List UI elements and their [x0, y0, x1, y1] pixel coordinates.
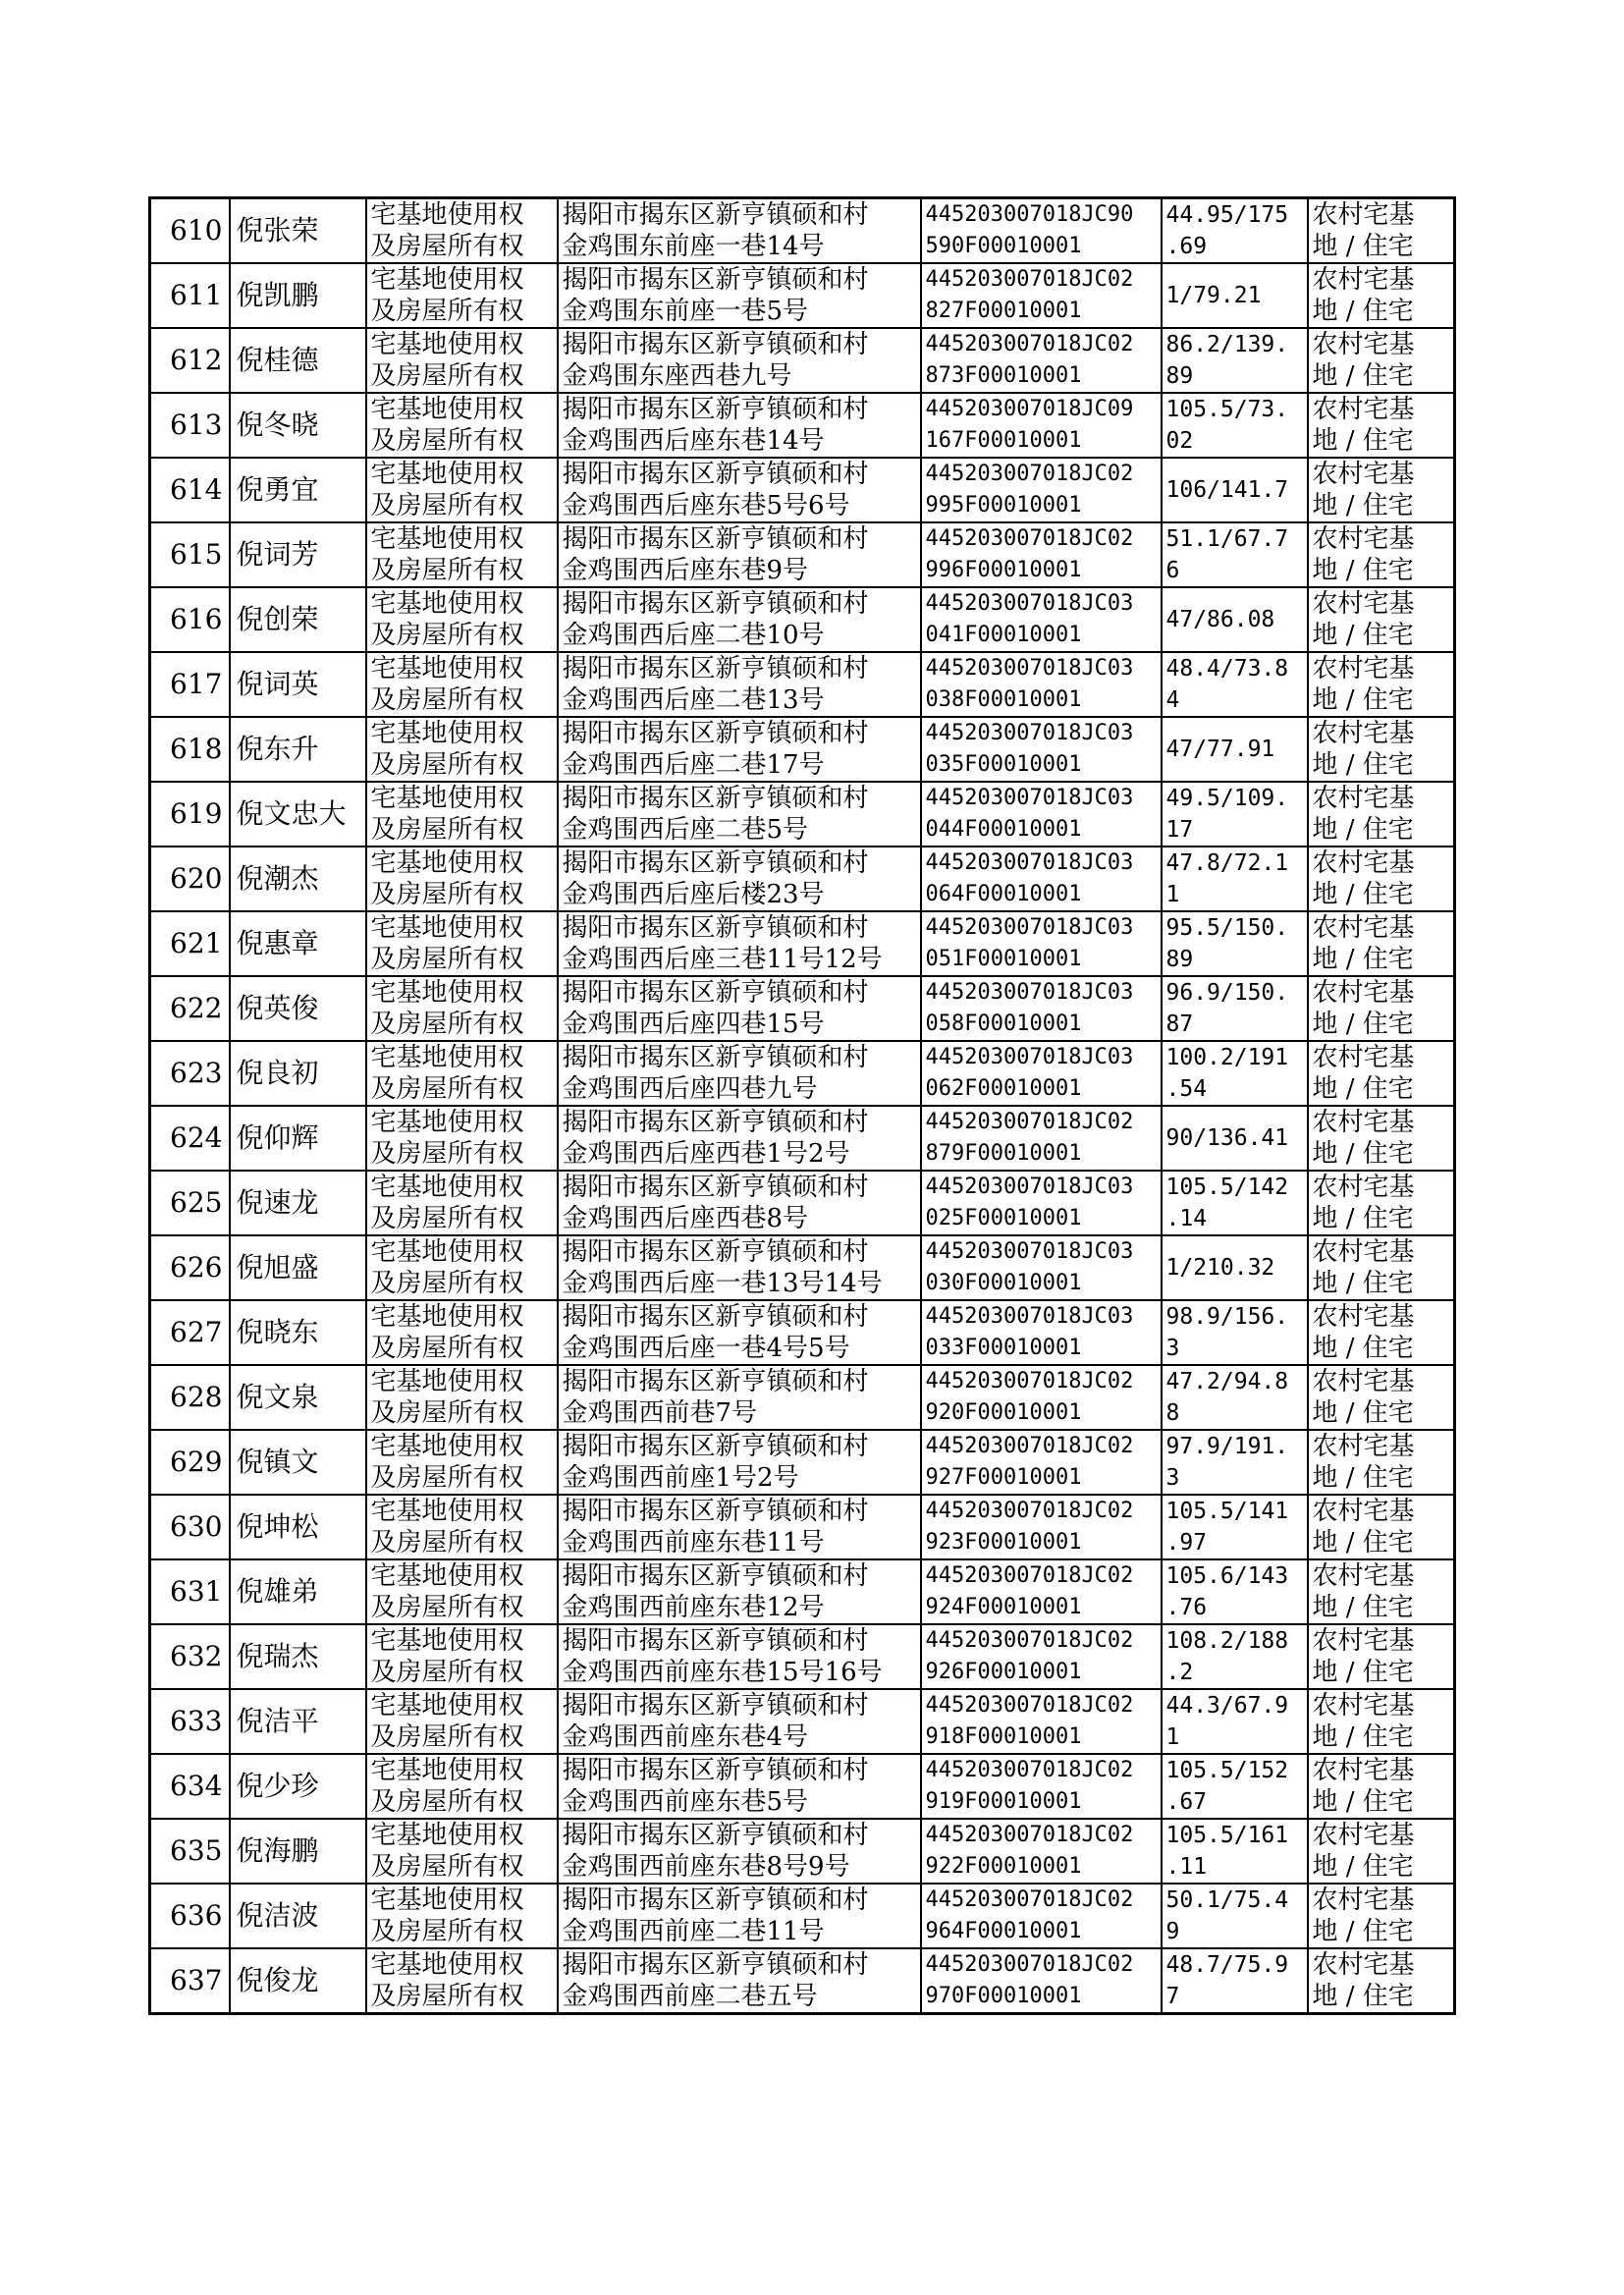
record-number: 617	[150, 652, 230, 717]
right-type: 宅基地使用权 及房屋所有权	[366, 1884, 558, 1948]
right-type: 宅基地使用权 及房屋所有权	[366, 717, 558, 782]
land-use: 农村宅基 地 / 住宅	[1308, 1365, 1455, 1430]
area-value: 1/210.32	[1162, 1235, 1308, 1300]
right-type: 宅基地使用权 及房屋所有权	[366, 1365, 558, 1430]
unit-code: 445203007018JC02 919F00010001	[921, 1754, 1162, 1819]
property-address: 揭阳市揭东区新亨镇硕和村 金鸡围东座西巷九号	[558, 328, 921, 393]
owner-name: 倪凯鹏	[230, 263, 366, 328]
right-type: 宅基地使用权 及房屋所有权	[366, 652, 558, 717]
area-value: 98.9/156. 3	[1162, 1300, 1308, 1365]
area-value: 47.2/94.8 8	[1162, 1365, 1308, 1430]
unit-code: 445203007018JC02 827F00010001	[921, 263, 1162, 328]
record-number: 613	[150, 393, 230, 458]
right-type: 宅基地使用权 及房屋所有权	[366, 911, 558, 976]
record-number: 628	[150, 1365, 230, 1430]
property-address: 揭阳市揭东区新亨镇硕和村 金鸡围西后座二巷5号	[558, 782, 921, 847]
area-value: 95.5/150. 89	[1162, 911, 1308, 976]
area-value: 97.9/191. 3	[1162, 1430, 1308, 1495]
table-body	[150, 198, 1455, 2014]
right-type: 宅基地使用权 及房屋所有权	[366, 1235, 558, 1300]
property-address: 揭阳市揭东区新亨镇硕和村 金鸡围西后座四巷九号	[558, 1041, 921, 1106]
owner-name: 倪瑞杰	[230, 1624, 366, 1689]
land-use: 农村宅基 地 / 住宅	[1308, 1689, 1455, 1754]
unit-code: 445203007018JC03 041F00010001	[921, 587, 1162, 652]
owner-name: 倪创荣	[230, 587, 366, 652]
record-number: 625	[150, 1171, 230, 1235]
owner-name: 倪冬晓	[230, 393, 366, 458]
table-row	[150, 1754, 1455, 1819]
owner-name: 倪仰辉	[230, 1106, 366, 1171]
property-address: 揭阳市揭东区新亨镇硕和村 金鸡围西后座四巷15号	[558, 976, 921, 1041]
record-number: 614	[150, 458, 230, 522]
land-use: 农村宅基 地 / 住宅	[1308, 1171, 1455, 1235]
unit-code: 445203007018JC03 035F00010001	[921, 717, 1162, 782]
record-number: 636	[150, 1884, 230, 1948]
table-row	[150, 522, 1455, 587]
owner-name: 倪东升	[230, 717, 366, 782]
land-use: 农村宅基 地 / 住宅	[1308, 1430, 1455, 1495]
owner-name: 倪镇文	[230, 1430, 366, 1495]
area-value: 49.5/109. 17	[1162, 782, 1308, 847]
property-address: 揭阳市揭东区新亨镇硕和村 金鸡围西后座西巷1号2号	[558, 1106, 921, 1171]
table-row	[150, 587, 1455, 652]
land-use: 农村宅基 地 / 住宅	[1308, 458, 1455, 522]
unit-code: 445203007018JC02 964F00010001	[921, 1884, 1162, 1948]
property-address: 揭阳市揭东区新亨镇硕和村 金鸡围西前座东巷12号	[558, 1559, 921, 1624]
right-type: 宅基地使用权 及房屋所有权	[366, 522, 558, 587]
owner-name: 倪少珍	[230, 1754, 366, 1819]
area-value: 48.4/73.8 4	[1162, 652, 1308, 717]
owner-name: 倪张荣	[230, 198, 366, 264]
area-value: 105.5/161 .11	[1162, 1819, 1308, 1884]
record-number: 627	[150, 1300, 230, 1365]
record-number: 635	[150, 1819, 230, 1884]
owner-name: 倪晓东	[230, 1300, 366, 1365]
land-use: 农村宅基 地 / 住宅	[1308, 328, 1455, 393]
unit-code: 445203007018JC03 058F00010001	[921, 976, 1162, 1041]
owner-name: 倪英俊	[230, 976, 366, 1041]
unit-code: 445203007018JC03 038F00010001	[921, 652, 1162, 717]
right-type: 宅基地使用权 及房屋所有权	[366, 458, 558, 522]
area-value: 105.5/73. 02	[1162, 393, 1308, 458]
record-number: 618	[150, 717, 230, 782]
property-address: 揭阳市揭东区新亨镇硕和村 金鸡围西前座二巷11号	[558, 1884, 921, 1948]
owner-name: 倪坤松	[230, 1495, 366, 1559]
property-address: 揭阳市揭东区新亨镇硕和村 金鸡围西前座东巷15号16号	[558, 1624, 921, 1689]
land-use: 农村宅基 地 / 住宅	[1308, 652, 1455, 717]
table-row	[150, 1300, 1455, 1365]
area-value: 47/86.08	[1162, 587, 1308, 652]
table-row	[150, 782, 1455, 847]
record-number: 634	[150, 1754, 230, 1819]
land-use: 农村宅基 地 / 住宅	[1308, 587, 1455, 652]
area-value: 100.2/191 .54	[1162, 1041, 1308, 1106]
area-value: 50.1/75.4 9	[1162, 1884, 1308, 1948]
table-row	[150, 393, 1455, 458]
owner-name: 倪勇宜	[230, 458, 366, 522]
property-address: 揭阳市揭东区新亨镇硕和村 金鸡围西前座东巷8号9号	[558, 1819, 921, 1884]
property-address: 揭阳市揭东区新亨镇硕和村 金鸡围西后座西巷8号	[558, 1171, 921, 1235]
unit-code: 445203007018JC02 873F00010001	[921, 328, 1162, 393]
property-address: 揭阳市揭东区新亨镇硕和村 金鸡围西前座东巷5号	[558, 1754, 921, 1819]
land-use: 农村宅基 地 / 住宅	[1308, 1884, 1455, 1948]
right-type: 宅基地使用权 及房屋所有权	[366, 263, 558, 328]
unit-code: 445203007018JC90 590F00010001	[921, 198, 1162, 264]
unit-code: 445203007018JC02 995F00010001	[921, 458, 1162, 522]
table-row	[150, 1495, 1455, 1559]
owner-name: 倪桂德	[230, 328, 366, 393]
record-number: 637	[150, 1948, 230, 2014]
land-use: 农村宅基 地 / 住宅	[1308, 1300, 1455, 1365]
table-row	[150, 717, 1455, 782]
area-value: 105.5/142 .14	[1162, 1171, 1308, 1235]
right-type: 宅基地使用权 及房屋所有权	[366, 1106, 558, 1171]
right-type: 宅基地使用权 及房屋所有权	[366, 1689, 558, 1754]
right-type: 宅基地使用权 及房屋所有权	[366, 198, 558, 264]
land-use: 农村宅基 地 / 住宅	[1308, 782, 1455, 847]
area-value: 48.7/75.9 7	[1162, 1948, 1308, 2014]
table-row	[150, 198, 1455, 264]
record-number: 610	[150, 198, 230, 264]
record-number: 633	[150, 1689, 230, 1754]
area-value: 105.5/141 .97	[1162, 1495, 1308, 1559]
property-address: 揭阳市揭东区新亨镇硕和村 金鸡围西前座1号2号	[558, 1430, 921, 1495]
owner-name: 倪速龙	[230, 1171, 366, 1235]
unit-code: 445203007018JC02 996F00010001	[921, 522, 1162, 587]
property-address: 揭阳市揭东区新亨镇硕和村 金鸡围西后座二巷17号	[558, 717, 921, 782]
land-use: 农村宅基 地 / 住宅	[1308, 1948, 1455, 2014]
owner-name: 倪旭盛	[230, 1235, 366, 1300]
area-value: 86.2/139. 89	[1162, 328, 1308, 393]
property-address: 揭阳市揭东区新亨镇硕和村 金鸡围西前座二巷五号	[558, 1948, 921, 2014]
table-row	[150, 1948, 1455, 2014]
record-number: 622	[150, 976, 230, 1041]
record-number: 612	[150, 328, 230, 393]
property-address: 揭阳市揭东区新亨镇硕和村 金鸡围西后座三巷11号12号	[558, 911, 921, 976]
right-type: 宅基地使用权 及房屋所有权	[366, 328, 558, 393]
right-type: 宅基地使用权 及房屋所有权	[366, 1495, 558, 1559]
land-use: 农村宅基 地 / 住宅	[1308, 1559, 1455, 1624]
owner-name: 倪良初	[230, 1041, 366, 1106]
table-row	[150, 1235, 1455, 1300]
unit-code: 445203007018JC02 927F00010001	[921, 1430, 1162, 1495]
area-value: 106/141.7	[1162, 458, 1308, 522]
land-use: 农村宅基 地 / 住宅	[1308, 717, 1455, 782]
table-row	[150, 1884, 1455, 1948]
property-address: 揭阳市揭东区新亨镇硕和村 金鸡围西后座二巷13号	[558, 652, 921, 717]
table-row	[150, 458, 1455, 522]
right-type: 宅基地使用权 及房屋所有权	[366, 393, 558, 458]
land-use: 农村宅基 地 / 住宅	[1308, 847, 1455, 911]
unit-code: 445203007018JC03 062F00010001	[921, 1041, 1162, 1106]
unit-code: 445203007018JC02 922F00010001	[921, 1819, 1162, 1884]
owner-name: 倪洁平	[230, 1689, 366, 1754]
right-type: 宅基地使用权 及房屋所有权	[366, 1754, 558, 1819]
land-use: 农村宅基 地 / 住宅	[1308, 1106, 1455, 1171]
right-type: 宅基地使用权 及房屋所有权	[366, 1559, 558, 1624]
right-type: 宅基地使用权 及房屋所有权	[366, 1430, 558, 1495]
table-row	[150, 263, 1455, 328]
land-use: 农村宅基 地 / 住宅	[1308, 1041, 1455, 1106]
owner-name: 倪文泉	[230, 1365, 366, 1430]
unit-code: 445203007018JC02 924F00010001	[921, 1559, 1162, 1624]
record-number: 629	[150, 1430, 230, 1495]
area-value: 96.9/150. 87	[1162, 976, 1308, 1041]
unit-code: 445203007018JC02 920F00010001	[921, 1365, 1162, 1430]
unit-code: 445203007018JC03 051F00010001	[921, 911, 1162, 976]
unit-code: 445203007018JC03 030F00010001	[921, 1235, 1162, 1300]
table-row	[150, 1624, 1455, 1689]
property-address: 揭阳市揭东区新亨镇硕和村 金鸡围东前座一巷5号	[558, 263, 921, 328]
area-value: 105.5/152 .67	[1162, 1754, 1308, 1819]
property-address: 揭阳市揭东区新亨镇硕和村 金鸡围西后座东巷9号	[558, 522, 921, 587]
unit-code: 445203007018JC02 970F00010001	[921, 1948, 1162, 2014]
land-use: 农村宅基 地 / 住宅	[1308, 1754, 1455, 1819]
land-use: 农村宅基 地 / 住宅	[1308, 911, 1455, 976]
record-number: 611	[150, 263, 230, 328]
table-row	[150, 1106, 1455, 1171]
right-type: 宅基地使用权 及房屋所有权	[366, 587, 558, 652]
owner-name: 倪洁波	[230, 1884, 366, 1948]
area-value: 44.3/67.9 1	[1162, 1689, 1308, 1754]
right-type: 宅基地使用权 及房屋所有权	[366, 976, 558, 1041]
owner-name: 倪潮杰	[230, 847, 366, 911]
table-row	[150, 1819, 1455, 1884]
table-row	[150, 652, 1455, 717]
land-use: 农村宅基 地 / 住宅	[1308, 393, 1455, 458]
unit-code: 445203007018JC02 879F00010001	[921, 1106, 1162, 1171]
registration-table	[148, 196, 1456, 2015]
unit-code: 445203007018JC03 044F00010001	[921, 782, 1162, 847]
land-use: 农村宅基 地 / 住宅	[1308, 198, 1455, 264]
area-value: 44.95/175 .69	[1162, 198, 1308, 264]
record-number: 621	[150, 911, 230, 976]
right-type: 宅基地使用权 及房屋所有权	[366, 847, 558, 911]
land-use: 农村宅基 地 / 住宅	[1308, 1495, 1455, 1559]
unit-code: 445203007018JC03 033F00010001	[921, 1300, 1162, 1365]
unit-code: 445203007018JC03 064F00010001	[921, 847, 1162, 911]
record-number: 619	[150, 782, 230, 847]
property-address: 揭阳市揭东区新亨镇硕和村 金鸡围东前座一巷14号	[558, 198, 921, 264]
record-number: 616	[150, 587, 230, 652]
owner-name: 倪文忠大	[230, 782, 366, 847]
table-row	[150, 1689, 1455, 1754]
record-number: 626	[150, 1235, 230, 1300]
property-address: 揭阳市揭东区新亨镇硕和村 金鸡围西前座东巷11号	[558, 1495, 921, 1559]
record-number: 620	[150, 847, 230, 911]
table-row	[150, 1365, 1455, 1430]
property-address: 揭阳市揭东区新亨镇硕和村 金鸡围西后座东巷14号	[558, 393, 921, 458]
table-row	[150, 1041, 1455, 1106]
property-address: 揭阳市揭东区新亨镇硕和村 金鸡围西前座东巷4号	[558, 1689, 921, 1754]
land-use: 农村宅基 地 / 住宅	[1308, 976, 1455, 1041]
unit-code: 445203007018JC09 167F00010001	[921, 393, 1162, 458]
table-row	[150, 1171, 1455, 1235]
unit-code: 445203007018JC02 923F00010001	[921, 1495, 1162, 1559]
record-number: 630	[150, 1495, 230, 1559]
area-value: 90/136.41	[1162, 1106, 1308, 1171]
right-type: 宅基地使用权 及房屋所有权	[366, 1300, 558, 1365]
record-number: 632	[150, 1624, 230, 1689]
land-use: 农村宅基 地 / 住宅	[1308, 1624, 1455, 1689]
right-type: 宅基地使用权 及房屋所有权	[366, 782, 558, 847]
record-number: 615	[150, 522, 230, 587]
record-number: 623	[150, 1041, 230, 1106]
unit-code: 445203007018JC02 926F00010001	[921, 1624, 1162, 1689]
right-type: 宅基地使用权 及房屋所有权	[366, 1171, 558, 1235]
right-type: 宅基地使用权 及房屋所有权	[366, 1041, 558, 1106]
owner-name: 倪雄弟	[230, 1559, 366, 1624]
unit-code: 445203007018JC02 918F00010001	[921, 1689, 1162, 1754]
area-value: 51.1/67.7 6	[1162, 522, 1308, 587]
table-row	[150, 911, 1455, 976]
area-value: 108.2/188 .2	[1162, 1624, 1308, 1689]
property-address: 揭阳市揭东区新亨镇硕和村 金鸡围西后座东巷5号6号	[558, 458, 921, 522]
right-type: 宅基地使用权 及房屋所有权	[366, 1819, 558, 1884]
area-value: 105.6/143 .76	[1162, 1559, 1308, 1624]
table-row	[150, 847, 1455, 911]
property-address: 揭阳市揭东区新亨镇硕和村 金鸡围西后座一巷13号14号	[558, 1235, 921, 1300]
area-value: 47.8/72.1 1	[1162, 847, 1308, 911]
owner-name: 倪俊龙	[230, 1948, 366, 2014]
area-value: 47/77.91	[1162, 717, 1308, 782]
owner-name: 倪词英	[230, 652, 366, 717]
table-row	[150, 328, 1455, 393]
table-row	[150, 1430, 1455, 1495]
property-address: 揭阳市揭东区新亨镇硕和村 金鸡围西后座后楼23号	[558, 847, 921, 911]
property-address: 揭阳市揭东区新亨镇硕和村 金鸡围西后座二巷10号	[558, 587, 921, 652]
unit-code: 445203007018JC03 025F00010001	[921, 1171, 1162, 1235]
property-address: 揭阳市揭东区新亨镇硕和村 金鸡围西后座一巷4号5号	[558, 1300, 921, 1365]
owner-name: 倪惠章	[230, 911, 366, 976]
land-use: 农村宅基 地 / 住宅	[1308, 263, 1455, 328]
property-address: 揭阳市揭东区新亨镇硕和村 金鸡围西前巷7号	[558, 1365, 921, 1430]
record-number: 624	[150, 1106, 230, 1171]
owner-name: 倪海鹏	[230, 1819, 366, 1884]
land-use: 农村宅基 地 / 住宅	[1308, 1235, 1455, 1300]
right-type: 宅基地使用权 及房屋所有权	[366, 1624, 558, 1689]
record-number: 631	[150, 1559, 230, 1624]
owner-name: 倪词芳	[230, 522, 366, 587]
table-row	[150, 1559, 1455, 1624]
table-row	[150, 976, 1455, 1041]
area-value: 1/79.21	[1162, 263, 1308, 328]
land-use: 农村宅基 地 / 住宅	[1308, 1819, 1455, 1884]
right-type: 宅基地使用权 及房屋所有权	[366, 1948, 558, 2014]
land-use: 农村宅基 地 / 住宅	[1308, 522, 1455, 587]
